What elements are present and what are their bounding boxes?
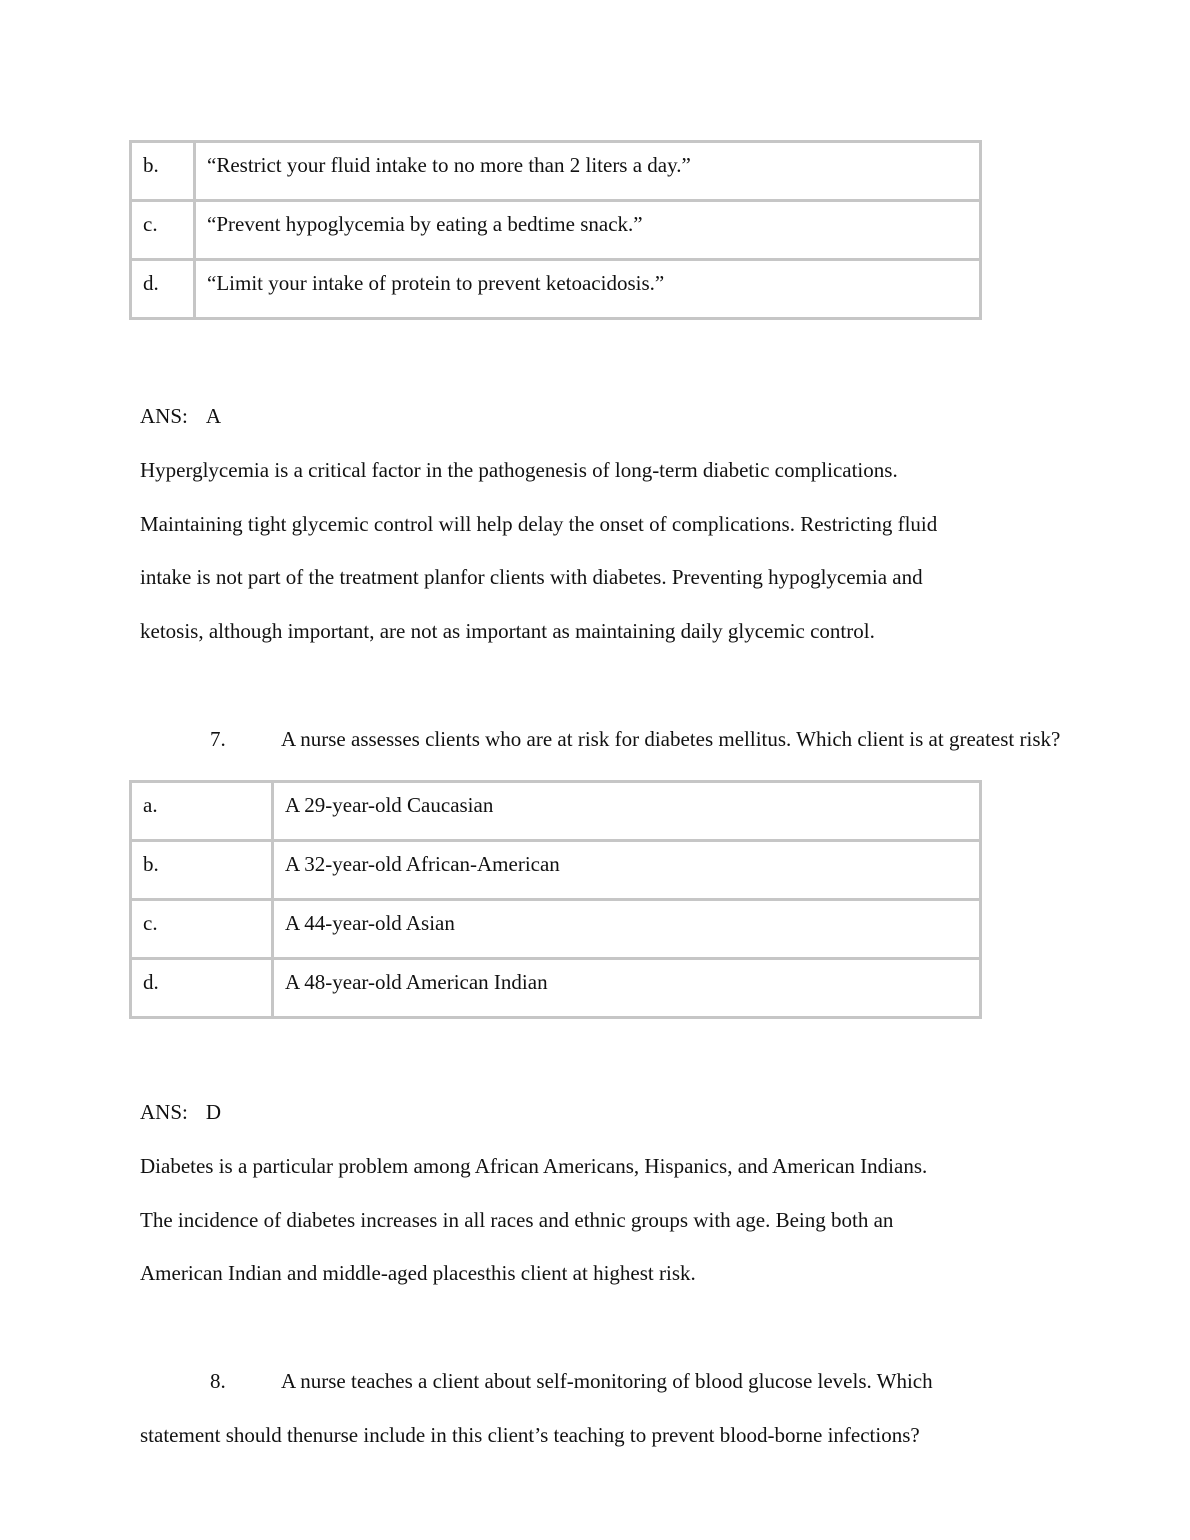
q6-options-table [129,140,982,320]
option-letter: c. [131,201,195,260]
q6-option-c [131,201,981,260]
rationale-line: The incidence of diabetes increases in all races and ethnic groups with age. Being both an [140,1207,894,1232]
option-letter: a. [131,782,273,841]
q6-option-d [131,260,981,319]
option-letter: b. [131,142,195,201]
q7-rationale [140,1140,1060,1301]
option-letter: d. [131,959,273,1018]
option-text: “Restrict your fluid intake to no more than 2 liters a day.” [195,142,981,201]
option-letter: d. [131,260,195,319]
q7-option-b [131,841,981,900]
q6-option-b [131,142,981,201]
option-letter: b. [131,841,273,900]
q8-stem-line1: A nurse teaches a client about self-monitoring of blood glucose levels. Which [281,1369,933,1393]
q6-rationale [140,444,1060,659]
rationale-line: American Indian and middle-aged placesthis client at highest risk. [140,1261,696,1286]
answer-label: ANS: [140,404,188,428]
q7-option-a [131,782,981,841]
q7-answer [140,1100,221,1125]
option-text: A 48-year-old American Indian [273,959,981,1018]
q7-number: 7. [210,727,226,751]
option-text: A 44-year-old Asian [273,900,981,959]
option-text: “Limit your intake of protein to prevent ketoacidosis.” [195,260,981,319]
rationale-line: intake is not part of the treatment planfor clients with diabetes. Preventing hypoglycemia and [140,565,923,590]
rationale-line: Maintaining tight glycemic control will help delay the onset of complications. Restricting fluid [140,511,938,536]
q7-option-d [131,959,981,1018]
option-letter: c. [131,900,273,959]
q7-option-c [131,900,981,959]
q8-number: 8. [210,1369,226,1393]
q8-stem-line2: statement should thenurse include in this client’s teaching to prevent blood-borne infections? [140,1423,920,1447]
answer-letter: D [205,1100,222,1124]
option-text: A 32-year-old African-American [273,841,981,900]
option-text: A 29-year-old Caucasian [273,782,981,841]
rationale-line: Diabetes is a particular problem among African Americans, Hispanics, and American Indians. [140,1154,928,1178]
q7-options-table [129,780,982,1019]
rationale-line: Hyperglycemia is a critical factor in the pathogenesis of long-term diabetic complications. [140,458,898,482]
answer-label: ANS: [140,1100,188,1124]
q6-answer [140,404,221,429]
rationale-line: ketosis, although important, are not as important as maintaining daily glycemic control. [140,619,875,644]
option-text: “Prevent hypoglycemia by eating a bedtime snack.” [195,201,981,260]
answer-letter: A [205,404,222,428]
q7-stem: A nurse assesses clients who are at risk for diabetes mellitus. Which client is at greatest risk? [281,727,1061,751]
